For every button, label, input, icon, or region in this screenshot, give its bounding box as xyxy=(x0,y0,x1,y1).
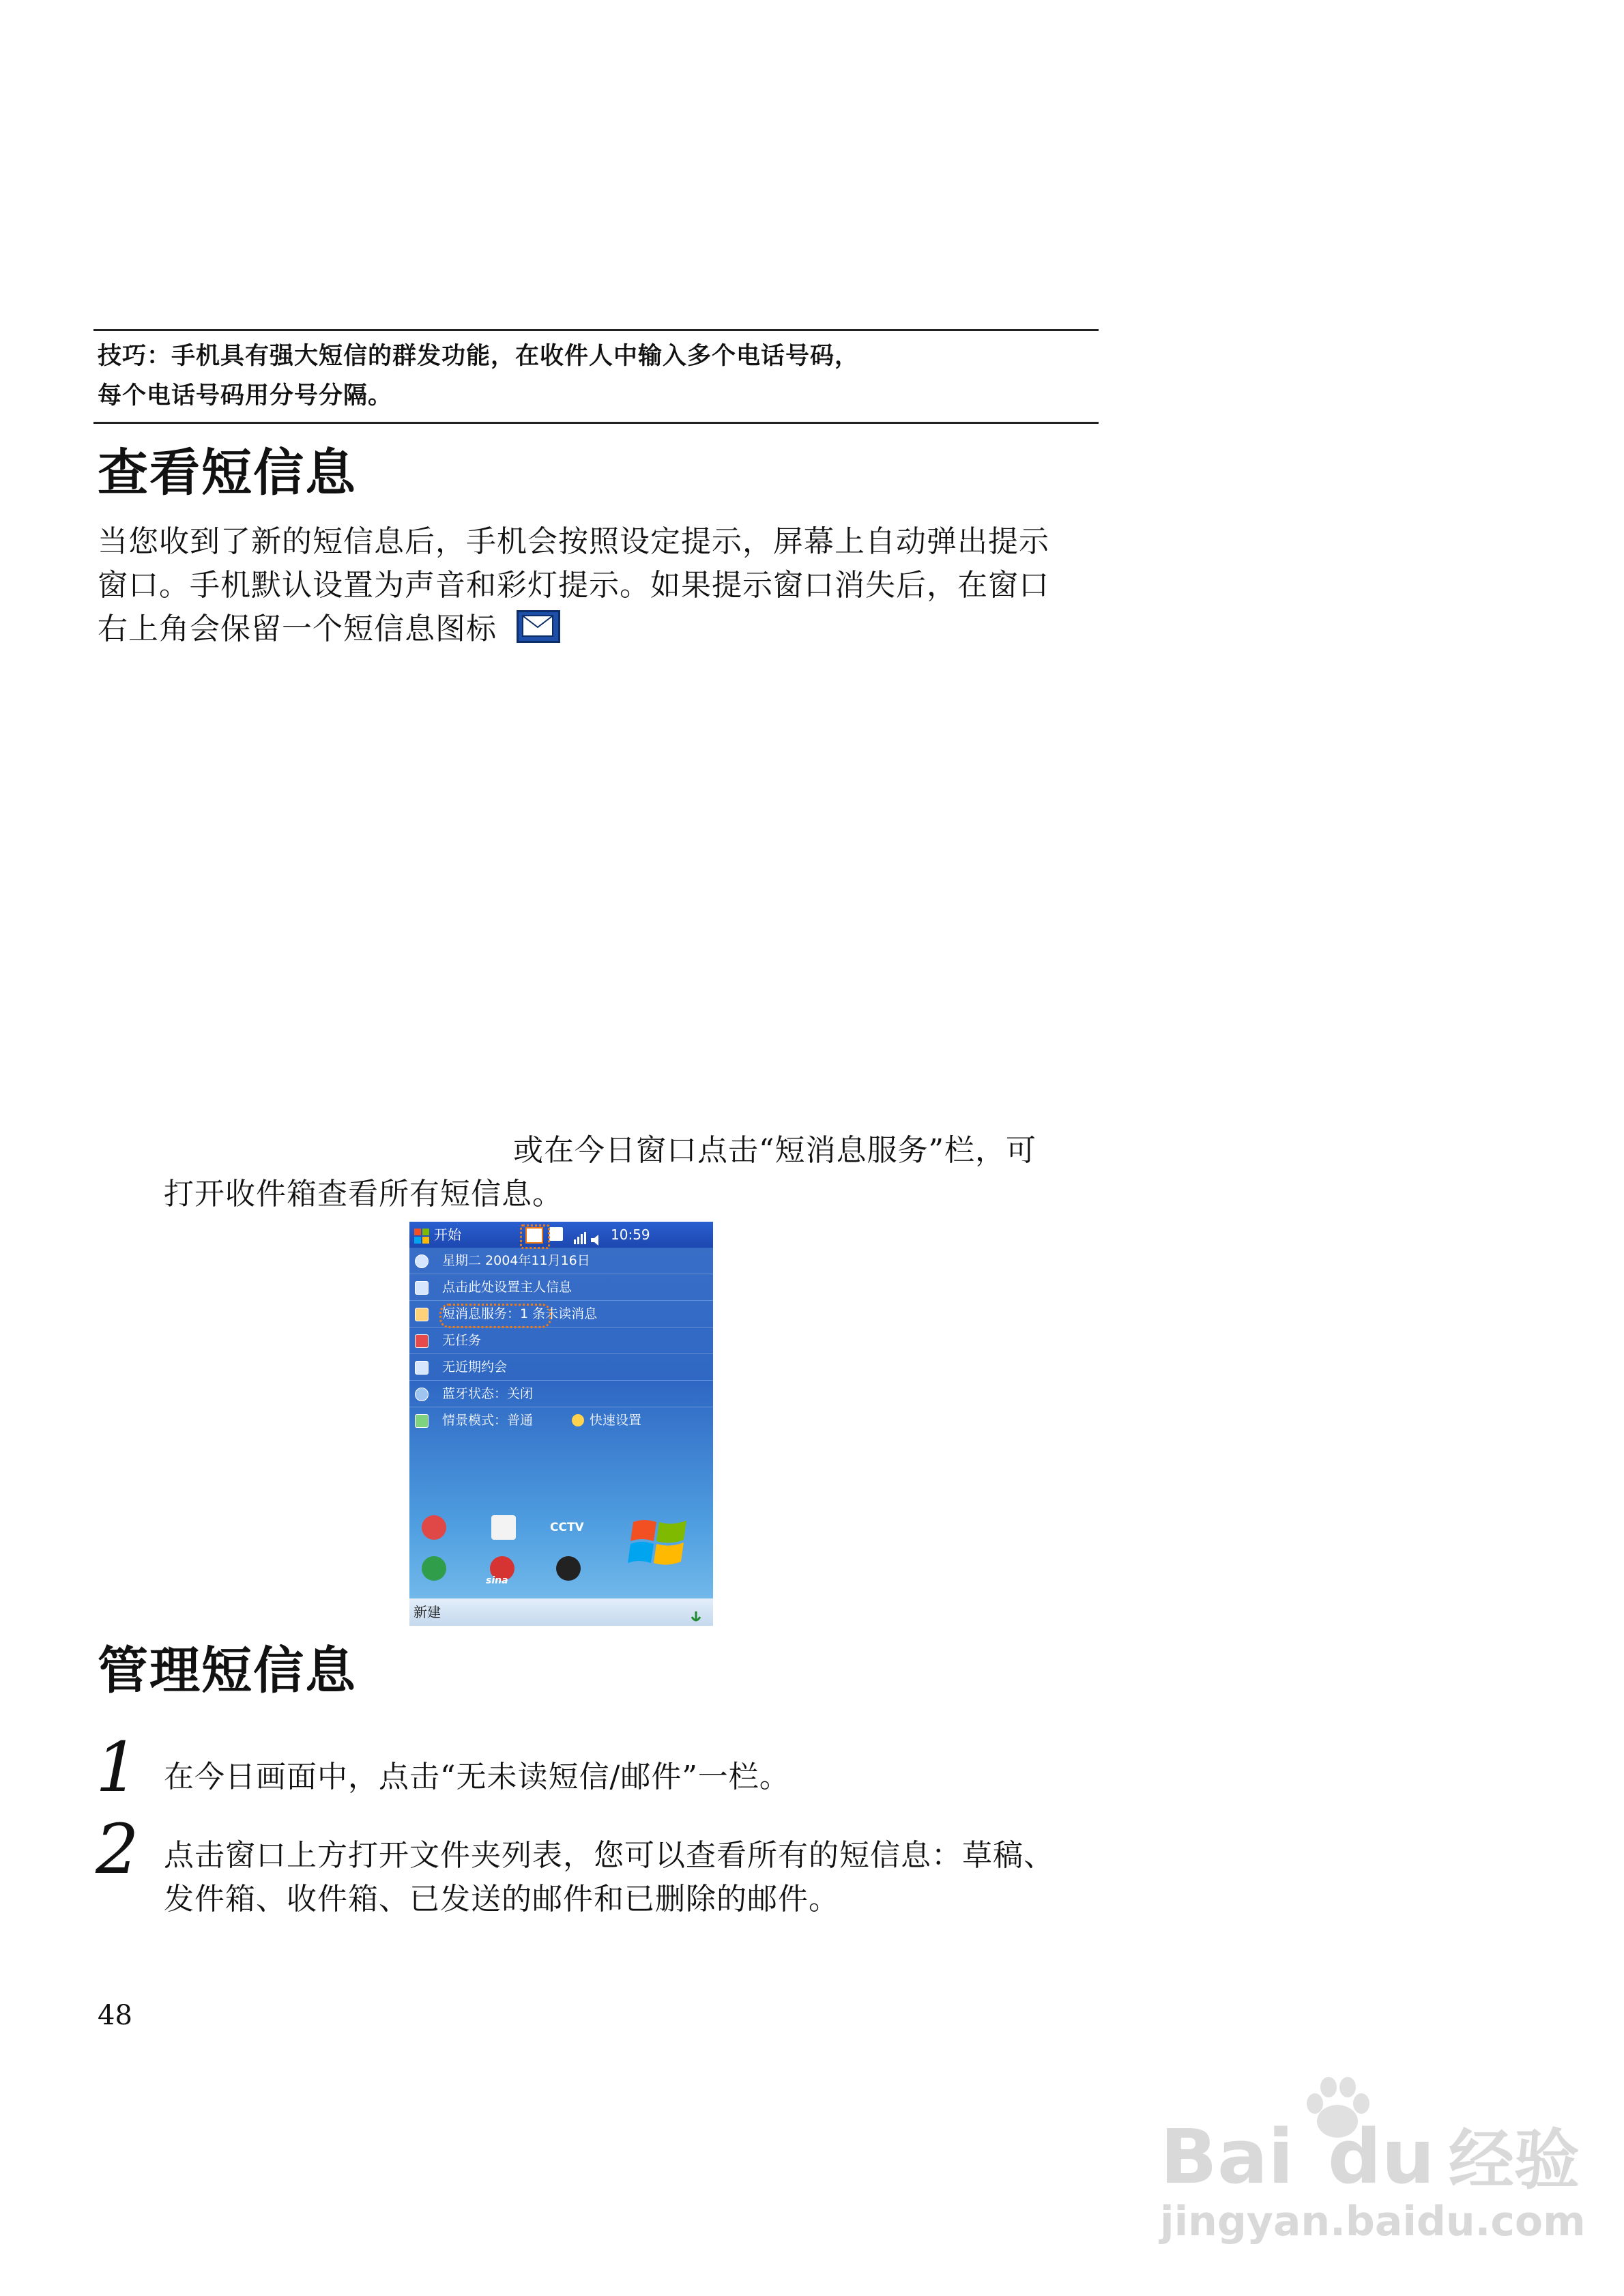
watermark-brand-text: Bai xyxy=(1160,2113,1294,2200)
highlight-notification-marker xyxy=(520,1224,550,1249)
sina-app-label[interactable]: sina xyxy=(486,1575,508,1586)
connection-icon[interactable] xyxy=(549,1227,563,1241)
app-shortcut-icon[interactable] xyxy=(491,1515,516,1540)
start-menu-label[interactable]: 开始 xyxy=(434,1226,461,1243)
paragraph-line: 当您收到了新的短信息后，手机会按照设定提示，屏幕上自动弹出提示 xyxy=(98,524,1049,559)
today-row-calendar[interactable] xyxy=(409,1354,713,1381)
calendar-icon xyxy=(415,1361,429,1375)
screen-title-bar xyxy=(409,1222,713,1248)
qq-penguin-icon[interactable] xyxy=(556,1556,581,1581)
profile-icon xyxy=(415,1414,429,1428)
row-label: 无任务 xyxy=(442,1333,482,1348)
paragraph-line: 打开收件箱查看所有短信息。 xyxy=(164,1177,563,1211)
tip-line-1: 技巧：手机具有强大短信的群发功能，在收件人中输入多个电话号码， xyxy=(98,343,860,370)
step-text: 在今日画面中，点击“无未读短信/邮件”一栏。 xyxy=(164,1760,790,1794)
signal-icon[interactable] xyxy=(573,1227,587,1241)
quick-settings-icon[interactable] xyxy=(572,1414,584,1426)
paragraph-line: 或在今日窗口点击“短消息服务”栏，可 xyxy=(513,1133,1036,1168)
paragraph-line-with-icon xyxy=(98,607,560,651)
watermark-brand-cn: 经验 xyxy=(1448,2122,1580,2198)
mail-icon xyxy=(415,1308,429,1321)
page-number: 48 xyxy=(98,2000,132,2031)
paragraph-line: 窗口。手机默认设置为声音和彩灯提示。如果提示窗口消失后，在窗口 xyxy=(98,568,1049,603)
today-row-profile[interactable] xyxy=(409,1407,713,1433)
row-label: 情景模式：普通 xyxy=(442,1413,534,1428)
highlight-messages-marker xyxy=(439,1304,551,1328)
message-envelope-icon xyxy=(517,610,560,643)
row-label: 无近期约会 xyxy=(442,1360,508,1375)
tip-top-rule xyxy=(93,329,1099,331)
clock-time[interactable]: 10:59 xyxy=(611,1226,650,1243)
paragraph-text: 右上角会保留一个短信息图标 xyxy=(98,612,497,646)
screen-bottom-bar xyxy=(409,1598,713,1626)
task-icon xyxy=(415,1334,429,1348)
watermark-url: jingyan.baidu.com xyxy=(1160,2198,1586,2245)
app-shortcut-icon[interactable] xyxy=(422,1556,446,1581)
app-shortcut-icon[interactable] xyxy=(422,1515,446,1540)
today-screen-screenshot xyxy=(409,1222,713,1626)
owner-icon xyxy=(415,1281,429,1295)
watermark-brand xyxy=(1160,2113,1580,2201)
row-label: 蓝牙状态：关闭 xyxy=(442,1386,534,1401)
quick-settings-label[interactable]: 快速设置 xyxy=(590,1413,642,1428)
clock-icon xyxy=(415,1254,429,1268)
today-row-tasks[interactable] xyxy=(409,1328,713,1354)
today-row-bluetooth[interactable] xyxy=(409,1381,713,1407)
today-row-owner[interactable] xyxy=(409,1274,713,1301)
step-text: 发件箱、收件箱、已发送的邮件和已删除的邮件。 xyxy=(164,1882,839,1917)
section-title-manage-messages: 管理短信息 xyxy=(98,1641,357,1700)
watermark-brand-text-2: du xyxy=(1327,2113,1435,2200)
volume-icon[interactable] xyxy=(591,1229,602,1241)
windows-flag-icon xyxy=(414,1226,430,1243)
section-title-view-messages: 查看短信息 xyxy=(98,444,357,502)
step-number: 1 xyxy=(96,1727,139,1807)
step-text: 点击窗口上方打开文件夹列表，您可以查看所有的短信息：草稿、 xyxy=(164,1838,1054,1873)
bluetooth-icon xyxy=(415,1388,429,1401)
windows-logo-icon xyxy=(628,1515,689,1570)
tip-line-2: 每个电话号码用分号分隔。 xyxy=(98,382,393,410)
cctv-app-label[interactable]: CCTV xyxy=(550,1521,584,1534)
row-label: 点击此处设置主人信息 xyxy=(442,1280,572,1295)
row-label: 短消息服务：1 条未读消息 xyxy=(442,1306,598,1321)
keyboard-icon[interactable] xyxy=(689,1605,703,1619)
step-number: 2 xyxy=(96,1809,139,1889)
today-row-date[interactable] xyxy=(409,1248,713,1274)
tip-bottom-rule xyxy=(93,422,1099,424)
new-button[interactable]: 新建 xyxy=(414,1604,441,1620)
row-label: 星期二 2004年11月16日 xyxy=(442,1253,590,1268)
